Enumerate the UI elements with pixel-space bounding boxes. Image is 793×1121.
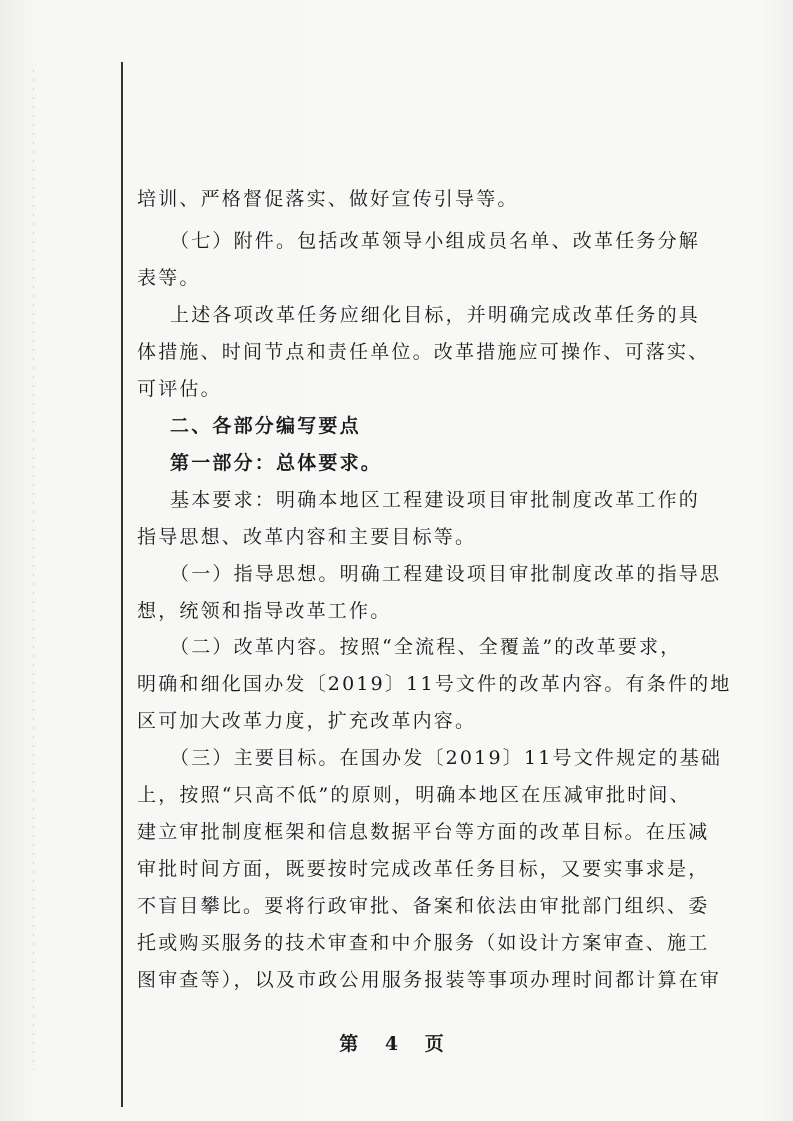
subsection-heading: 第一部分：总体要求。: [170, 452, 383, 474]
body-line: 明确和细化国办发〔2019〕11号文件的改革内容。有条件的地: [137, 673, 732, 695]
body-line: （一）指导思想。明确工程建设项目审批制度改革的指导思: [170, 563, 722, 585]
body-line: （三）主要目标。在国办发〔2019〕11号文件规定的基础: [170, 747, 723, 769]
body-line: 可评估。: [137, 378, 222, 400]
section-heading: 二、各部分编写要点: [170, 415, 361, 437]
body-line: 上述各项改革任务应细化目标，并明确完成改革任务的具: [170, 304, 701, 326]
body-line: 上，按照“只高不低”的原则，明确本地区在压减审批时间、: [137, 784, 691, 806]
body-line: 培训、严格督促落实、做好宣传引导等。: [137, 188, 519, 210]
body-line: 区可加大改革力度，扩充改革内容。: [137, 710, 477, 732]
body-line: 托或购买服务的技术审查和中介服务（如设计方案审查、施工: [137, 932, 710, 954]
body-line: 基本要求：明确本地区工程建设项目审批制度改革工作的: [170, 489, 701, 511]
body-line: 图审查等），以及市政公用服务报装等事项办理时间都计算在审: [137, 969, 722, 991]
body-line: 表等。: [137, 267, 201, 289]
page-number: 第 4 页: [339, 1033, 454, 1055]
body-line: （二）改革内容。按照“全流程、全覆盖”的改革要求，: [170, 636, 682, 658]
binding-margin-line: [121, 62, 123, 1107]
scan-edge-marks: [33, 70, 34, 1070]
body-line: 想，统领和指导改革工作。: [137, 600, 392, 622]
body-line: （七）附件。包括改革领导小组成员名单、改革任务分解: [170, 230, 701, 252]
body-line: 不盲目攀比。要将行政审批、备案和依法由审批部门组织、委: [137, 895, 710, 917]
body-line: 审批时间方面，既要按时完成改革任务目标，又要实事求是，: [137, 858, 710, 880]
body-line: 建立审批制度框架和信息数据平台等方面的改革目标。在压减: [137, 821, 710, 843]
body-line: 体措施、时间节点和责任单位。改革措施应可操作、可落实、: [137, 341, 710, 363]
body-line: 指导思想、改革内容和主要目标等。: [137, 526, 477, 548]
